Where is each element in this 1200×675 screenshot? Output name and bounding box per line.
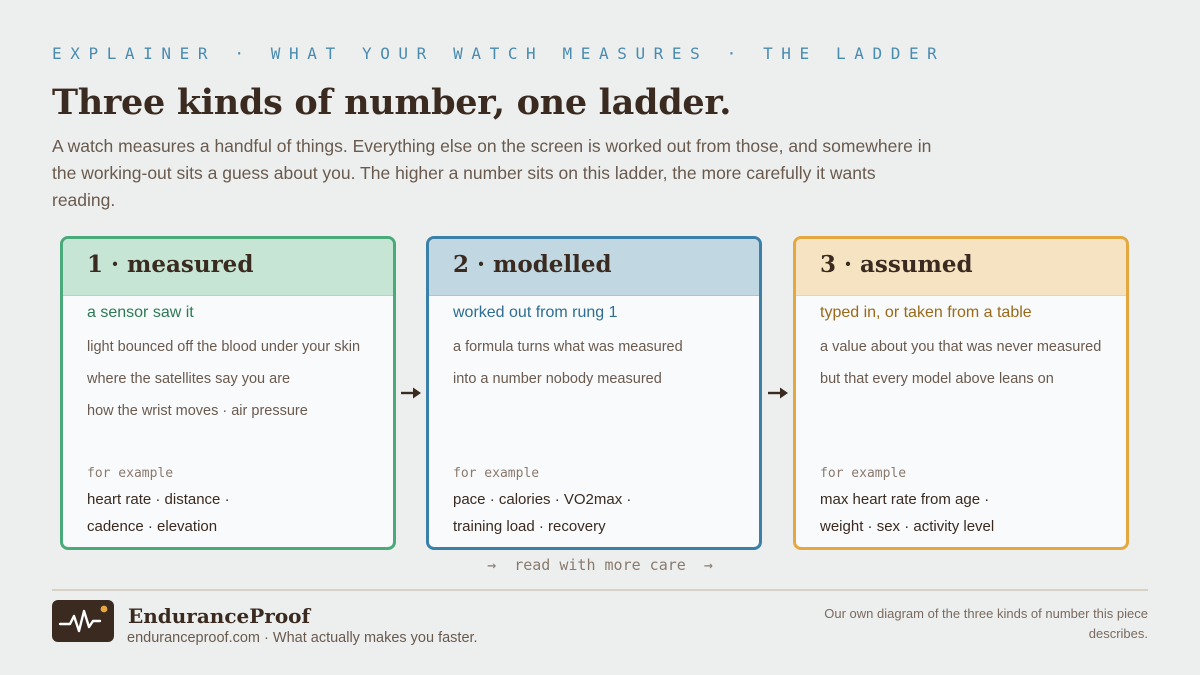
card-line: a value about you that was never measured xyxy=(820,339,1102,355)
example-line: cadence · elevation xyxy=(87,518,218,535)
card-tagline: a sensor saw it xyxy=(87,304,194,321)
diagram-credit: Our own diagram of the three kinds of number this piece describes. xyxy=(824,606,1148,641)
card-tagline: worked out from rung 1 xyxy=(453,304,618,321)
card-heading: 2 · modelled xyxy=(429,239,759,296)
example-line: max heart rate from age · xyxy=(820,491,990,508)
example-line: heart rate · distance · xyxy=(87,491,230,508)
example-line: training load · recovery xyxy=(453,518,606,535)
card-heading: 3 · assumed xyxy=(796,239,1126,296)
card-line: where the satellites say you are xyxy=(87,371,291,387)
card-heading: 1 · measured xyxy=(63,239,393,296)
footer-divider xyxy=(52,589,1148,591)
arrow-right-icon xyxy=(400,386,422,400)
example-line: pace · calories · VO2max · xyxy=(453,491,632,508)
rung-card-assumed xyxy=(793,236,1129,550)
arrow-right-icon xyxy=(767,386,789,400)
example-label: for example xyxy=(453,466,540,481)
card-line: how the wrist moves · air pressure xyxy=(87,403,308,419)
card-line: but that every model above leans on xyxy=(820,371,1054,387)
brand-logo xyxy=(52,600,114,642)
example-label: for example xyxy=(87,466,174,481)
brand-tagline: enduranceproof.com · What actually makes you faster. xyxy=(127,630,478,646)
rung-card-modelled xyxy=(426,236,762,550)
card-line: light bounced off the blood under your skin xyxy=(87,339,361,355)
brand-name: EnduranceProof xyxy=(128,604,311,628)
card-line: into a number nobody measured xyxy=(453,371,662,387)
card-tagline: typed in, or taken from a table xyxy=(820,304,1032,321)
rung-card-measured xyxy=(60,236,396,550)
example-label: for example xyxy=(820,466,907,481)
example-line: weight · sex · activity level xyxy=(820,518,995,535)
page-title: Three kinds of number, one ladder. xyxy=(52,82,732,123)
kicker: EXPLAINER · WHAT YOUR WATCH MEASURES · THE LADDER xyxy=(52,44,946,63)
ladder-note: → read with more care → xyxy=(487,556,713,574)
intro-text: A watch measures a handful of things. Everything else on the screen is worked out from those, and somewhere in the working-out sits a guess about you. The higher a number sits on this ladder, the more carefully it wants reading. xyxy=(52,136,932,210)
heartbeat-icon xyxy=(52,600,114,642)
card-line: a formula turns what was measured xyxy=(453,339,683,355)
